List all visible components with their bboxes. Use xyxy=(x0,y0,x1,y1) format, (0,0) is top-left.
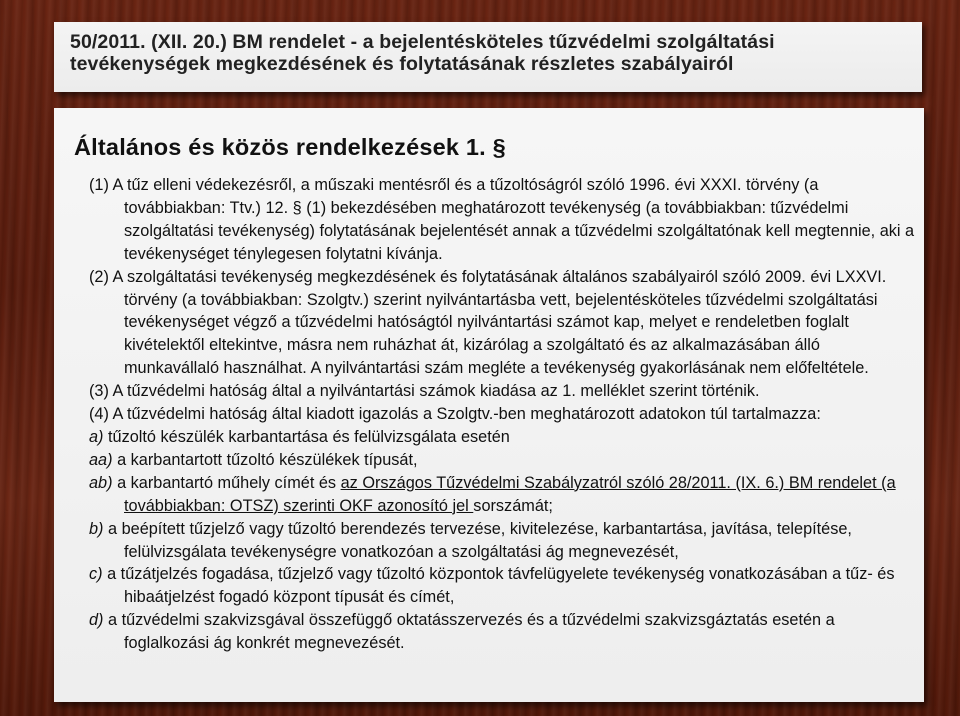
list-item-d xyxy=(89,609,916,655)
paragraph-1: (1) A tűz elleni védekezésről, a műszaki mentésről és a tűzoltóságról szóló 1996. évi XXXI. törvény (a továbbiakban: Ttv.) 12. § (1) bekezdésében meghatározott tevékenység (a továbbiakban: tűzvédelmi szolgáltatási tevékenység) folytatásának bejelentését annak a tűzvédelmi szolgáltatónak kell megtennie, aki a tevékenységet ténylegesen folytatni kívánja. xyxy=(89,176,915,263)
list-text-d: a tűzvédelmi szakvizsgával összefüggő oktatásszervezés és a tűzvédelmi szakvizsgáztatás esetén a foglalkozási ág konkrét megnevezését. xyxy=(103,611,835,653)
paragraph-2: (2) A szolgáltatási tevékenység megkezdésének és folytatásának általános szabályairól szóló 2009. évi LXXVI. törvény (a továbbiakban: Szolgtv.) szerint nyilvántartásba vett, bejelentésköteles tűzvédelmi szolgáltatási tevékenységet végző a tűzvédelmi hatóságtól nyilvántartási számot kap, melyet e rendeletben foglalt kivételektől eltekintve, másra nem ruházhat át, kizárólag a szolgáltató és az alkalmazásában álló munkavállaló használhat. A nyilvántartási szám megléte a tevékenység gyakorlásának nem előfeltétele. xyxy=(89,267,887,378)
document-title-line-1: 50/2011. (XII. 20.) BM rendelet - a bejelentésköteles tűzvédelmi szolgáltatási xyxy=(70,31,775,53)
list-label-a: a) xyxy=(89,427,104,446)
list-label-ab: ab) xyxy=(89,473,113,492)
list-text-ab-2: sorszámát; xyxy=(473,496,553,515)
list-label-b: b) xyxy=(89,519,104,538)
document-title-line-2: tevékenységek megkezdésének és folytatásának részletes szabályairól xyxy=(70,53,734,75)
list-text-aa: a karbantartott tűzoltó készülékek típusát, xyxy=(112,450,418,469)
list-text-c: a tűzátjelzés fogadása, tűzjelző vagy tűzoltó központok távfelügyelete tevékenység vonatkozásában a tűz- és hibaátjelzést fogadó központ típusát és címét, xyxy=(102,565,895,607)
list-item-ab xyxy=(89,472,916,518)
otsz-reference-link[interactable]: az Országos Tűzvédelmi Szabályzatról szóló 28/2011. (IX. 6.) BM rendelet (a továbbiakban: OTSZ) szerinti OKF azonosító jel xyxy=(124,473,896,515)
list-label-d: d) xyxy=(89,611,104,630)
paragraph-3: (3) A tűzvédelmi hatóság által a nyilvántartási számok kiadása az 1. melléklet szerint történik. xyxy=(89,382,760,401)
list-label-aa: aa) xyxy=(89,450,113,469)
list-text-a: tűzoltó készülék karbantartása és felülvizsgálata esetén xyxy=(103,427,510,446)
list-text-b: a beépített tűzjelző vagy tűzoltó berendezés tervezése, kivitelezése, karbantartása, javítása, telepítése, felülvizsgálata tevékenységre vonatkozóan a szolgáltatási ág megnevezését, xyxy=(103,519,852,561)
list-item-a xyxy=(89,426,916,449)
paragraph-4: (4) A tűzvédelmi hatóság által kiadott igazolás a Szolgtv.-ben meghatározott adatokon túl tartalmazza: xyxy=(89,405,821,424)
body-text xyxy=(54,174,924,655)
list-item-b xyxy=(89,518,916,564)
list-item-aa xyxy=(89,449,916,472)
list-item-c xyxy=(89,563,916,609)
list-text-ab-1: a karbantartó műhely címét és xyxy=(112,473,341,492)
list-label-c: c) xyxy=(89,565,103,584)
content-panel xyxy=(54,108,924,702)
section-heading: Általános és közös rendelkezések 1. § xyxy=(74,134,506,160)
title-panel xyxy=(54,22,922,92)
